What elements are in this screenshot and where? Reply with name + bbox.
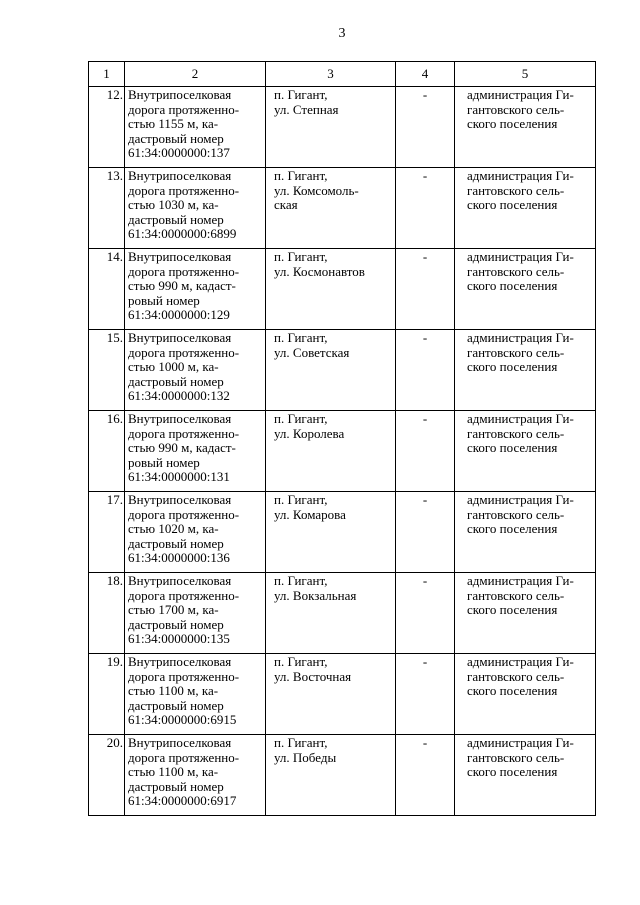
row-number: 20. [89,735,125,816]
road-address: п. Гигант, ул. Вокзальная [266,573,396,654]
row-number: 14. [89,249,125,330]
road-description: Внутрипоселковая дорога протяженно- стью 990 м, кадаст- ровый номер 61:34:0000000:131 [125,411,266,492]
road-description: Внутрипоселковая дорога протяженно- стью 990 м, кадаст- ровый номер 61:34:0000000:129 [125,249,266,330]
road-description: Внутрипоселковая дорога протяженно- стью 1700 м, ка- дастровый номер 61:34:0000000:135 [125,573,266,654]
row-number: 13. [89,168,125,249]
road-registry-table [88,61,596,816]
column-header-3: 3 [266,62,396,87]
road-address: п. Гигант, ул. Советская [266,330,396,411]
road-address: п. Гигант, ул. Комарова [266,492,396,573]
road-address: п. Гигант, ул. Комсомоль- ская [266,168,396,249]
column-4-value: - [396,330,455,411]
road-address: п. Гигант, ул. Королева [266,411,396,492]
column-header-5: 5 [455,62,596,87]
table-row [89,573,596,654]
table-body [89,62,596,816]
owner-administration: администрация Ги- гантовского сель- ского поселения [455,411,596,492]
road-description: Внутрипоселковая дорога протяженно- стью 1030 м, ка- дастровый номер 61:34:0000000:6899 [125,168,266,249]
row-number: 17. [89,492,125,573]
column-header-1: 1 [89,62,125,87]
road-address: п. Гигант, ул. Космонавтов [266,249,396,330]
row-number: 12. [89,87,125,168]
column-4-value: - [396,735,455,816]
owner-administration: администрация Ги- гантовского сель- ского поселения [455,735,596,816]
road-address: п. Гигант, ул. Степная [266,87,396,168]
road-description: Внутрипоселковая дорога протяженно- стью 1000 м, ка- дастровый номер 61:34:0000000:132 [125,330,266,411]
table-row [89,735,596,816]
table-row [89,168,596,249]
table-row [89,330,596,411]
table-header-row [89,62,596,87]
row-number: 19. [89,654,125,735]
road-description: Внутрипоселковая дорога протяженно- стью 1100 м, ка- дастровый номер 61:34:0000000:6915 [125,654,266,735]
owner-administration: администрация Ги- гантовского сель- ского поселения [455,573,596,654]
road-description: Внутрипоселковая дорога протяженно- стью 1155 м, ка- дастровый номер 61:34:0000000:137 [125,87,266,168]
table-row [89,87,596,168]
road-description: Внутрипоселковая дорога протяженно- стью 1100 м, ка- дастровый номер 61:34:0000000:6917 [125,735,266,816]
table-row [89,654,596,735]
owner-administration: администрация Ги- гантовского сель- ского поселения [455,87,596,168]
road-address: п. Гигант, ул. Восточная [266,654,396,735]
owner-administration: администрация Ги- гантовского сель- ского поселения [455,654,596,735]
owner-administration: администрация Ги- гантовского сель- ского поселения [455,330,596,411]
column-4-value: - [396,87,455,168]
owner-administration: администрация Ги- гантовского сель- ского поселения [455,168,596,249]
column-4-value: - [396,249,455,330]
column-4-value: - [396,168,455,249]
row-number: 15. [89,330,125,411]
table-row [89,492,596,573]
column-4-value: - [396,654,455,735]
column-header-4: 4 [396,62,455,87]
column-header-2: 2 [125,62,266,87]
owner-administration: администрация Ги- гантовского сель- ского поселения [455,249,596,330]
owner-administration: администрация Ги- гантовского сель- ского поселения [455,492,596,573]
table-row [89,411,596,492]
road-description: Внутрипоселковая дорога протяженно- стью 1020 м, ка- дастровый номер 61:34:0000000:136 [125,492,266,573]
row-number: 16. [89,411,125,492]
column-4-value: - [396,411,455,492]
row-number: 18. [89,573,125,654]
column-4-value: - [396,492,455,573]
road-address: п. Гигант, ул. Победы [266,735,396,816]
column-4-value: - [396,573,455,654]
table-row [89,249,596,330]
page-number: 3 [338,26,346,41]
